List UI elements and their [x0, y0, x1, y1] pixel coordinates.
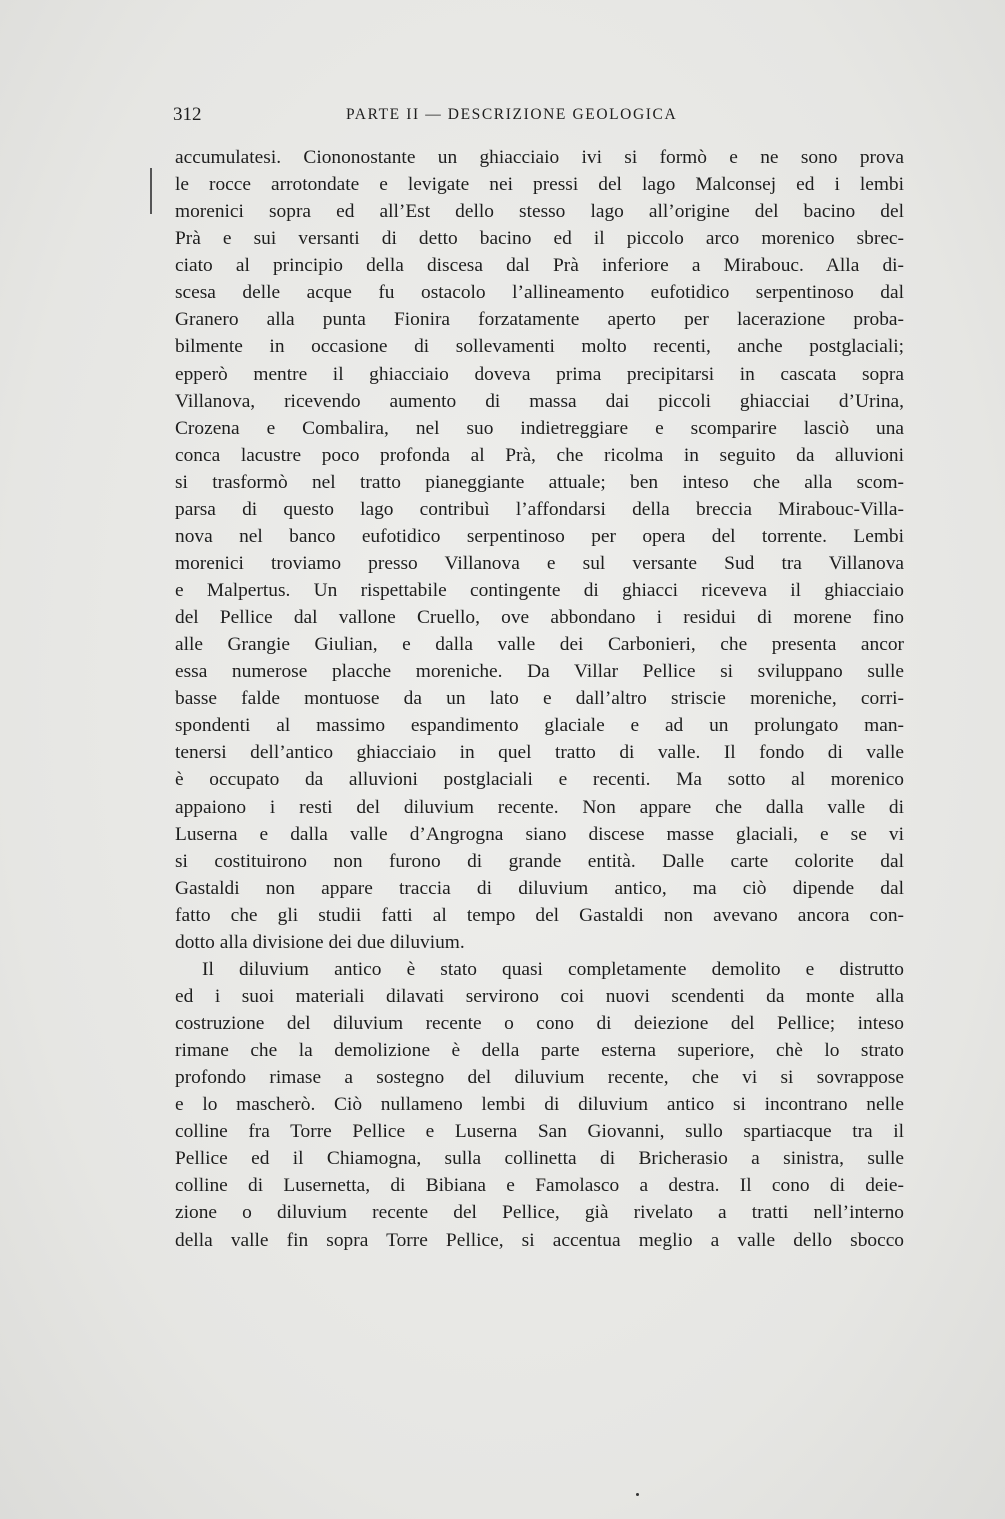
body-text: [175, 144, 904, 1254]
text-line: alle Grangie Giulian, e dalla valle dei Carbonieri, che presenta ancor: [175, 634, 904, 656]
text-line: nova nel banco eufotidico serpentinoso per opera del torrente. Lembi: [175, 525, 904, 547]
text-line: Crozena e Combalira, nel suo indietreggiare e scomparire lasciò una: [175, 417, 904, 439]
text-line: Villanova, ricevendo aumento di massa dai piccoli ghiacciai d’Urina,: [175, 390, 904, 412]
text-line: essa numerose placche moreniche. Da Villar Pellice si sviluppano sulle: [175, 661, 904, 683]
text-line: Luserna e dalla valle d’Angrogna siano discese masse glaciali, e se vi: [175, 823, 904, 845]
text-line: bilmente in occasione di sollevamenti molto recenti, anche postglaciali;: [175, 336, 904, 358]
text-line: conca lacustre poco profonda al Prà, che ricolma in seguito da alluvioni: [175, 444, 904, 466]
text-line: si trasformò nel tratto pianeggiante attuale; ben inteso che alla scom-: [175, 471, 904, 493]
text-line: Granero alla punta Fionira forzatamente aperto per lacerazione proba-: [175, 309, 904, 331]
text-line: profondo rimase a sostegno del diluvium recente, che vi si sovrappose: [175, 1067, 904, 1089]
margin-mark: [150, 168, 152, 214]
text-line: del Pellice dal vallone Cruello, ove abbondano i residui di morene fino: [175, 607, 904, 629]
text-line: ed i suoi materiali dilavati servirono coi nuovi scendenti da monte alla: [175, 985, 904, 1007]
text-line: epperò mentre il ghiacciaio doveva prima precipitarsi in cascata sopra: [175, 363, 904, 385]
page-header: [173, 104, 903, 132]
text-line: e Malpertus. Un rispettabile contingente di ghiacci riceveva il ghiacciaio: [175, 580, 904, 601]
text-line: tenersi dell’antico ghiacciaio in quel tratto di valle. Il fondo di valle: [175, 742, 904, 764]
text-line: morenici sopra ed all’Est dello stesso lago all’origine del bacino del: [175, 201, 904, 223]
print-speck: [636, 1493, 639, 1496]
text-line: della valle fin sopra Torre Pellice, si accentua meglio a valle dello sbocco: [175, 1229, 904, 1251]
text-line: basse falde montuose da un lato e dall’altro striscie moreniche, corri-: [175, 688, 904, 710]
text-line: scesa delle acque fu ostacolo l’allineamento eufotidico serpentinoso dal: [175, 282, 904, 304]
text-line: si costituirono non furono di grande entità. Dalle carte colorite dal: [175, 850, 904, 872]
text-line: colline di Lusernetta, di Bibiana e Famolasco a destra. Il cono di deie-: [175, 1175, 904, 1197]
page-number: 312: [173, 104, 202, 125]
text-line: accumulatesi. Ciononostante un ghiacciaio ivi si formò e ne sono prova: [175, 147, 904, 168]
text-line: ciato al principio della discesa dal Prà inferiore a Mirabouc. Alla di-: [175, 255, 904, 277]
text-line: fatto che gli studii fatti al tempo del Gastaldi non avevano ancora con-: [175, 904, 904, 926]
text-line: Gastaldi non appare traccia di diluvium antico, ma ciò dipende dal: [175, 877, 904, 899]
text-line: zione o diluvium recente del Pellice, già rivelato a tratti nell’interno: [175, 1202, 904, 1224]
text-line: spondenti al massimo espandimento glaciale e ad un prolungato man-: [175, 715, 904, 737]
text-line: morenici troviamo presso Villanova e sul versante Sud tra Villanova: [175, 552, 904, 574]
text-line: le rocce arrotondate e levigate nei pressi del lago Malconsej ed i lembi: [175, 174, 904, 196]
text-line: Pellice ed il Chiamogna, sulla collinetta di Bricherasio a sinistra, sulle: [175, 1148, 904, 1170]
text-line: Il diluvium antico è stato quasi completamente demolito e distrutto: [202, 958, 904, 980]
text-line: dotto alla divisione dei due diluvium.: [175, 931, 465, 953]
running-title: PARTE II — DESCRIZIONE GEOLOGICA: [346, 106, 678, 123]
text-line: costruzione del diluvium recente o cono di deiezione del Pellice; inteso: [175, 1013, 904, 1034]
text-line: è occupato da alluvioni postglaciali e recenti. Ma sotto al morenico: [175, 769, 904, 791]
text-line: rimane che la demolizione è della parte esterna superiore, chè lo strato: [175, 1040, 904, 1062]
text-line: colline fra Torre Pellice e Luserna San Giovanni, sullo spartiacque tra il: [175, 1121, 904, 1143]
text-line: Prà e sui versanti di detto bacino ed il piccolo arco morenico sbrec-: [175, 228, 904, 250]
text-line: e lo mascherò. Ciò nullameno lembi di diluvium antico si incontrano nelle: [175, 1094, 904, 1116]
text-line: parsa di questo lago contribuì l’affondarsi della breccia Mirabouc-Villa-: [175, 498, 904, 520]
text-line: appaiono i resti del diluvium recente. Non appare che dalla valle di: [175, 796, 904, 818]
